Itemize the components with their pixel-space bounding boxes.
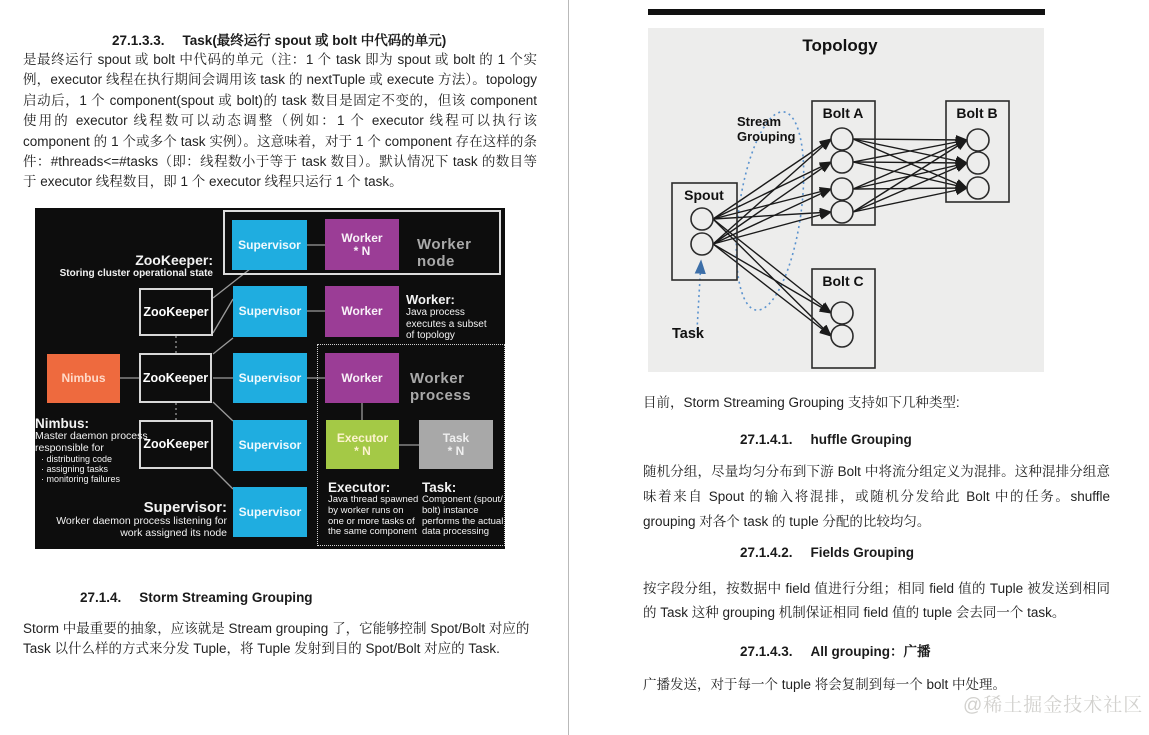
section-number: 27.1.4.1. (740, 432, 793, 447)
topology-title: Topology (802, 36, 878, 55)
storm-architecture-diagram (35, 208, 505, 549)
bolt-b-label: Bolt B (956, 105, 998, 121)
section-title: Task(最终运行 spout 或 bolt 中代码的单元) (182, 33, 447, 48)
nimbus-box: Nimbus (47, 354, 120, 403)
zookeeper-box-1: ZooKeeper (139, 288, 213, 336)
stream-grouping-label-line1: Stream (737, 114, 782, 129)
worker-node-label: Worker node (417, 236, 472, 270)
section-title: Fields Grouping (810, 545, 915, 560)
paragraph-all-grouping: 广播发送，对于每一个 tuple 将会复制到每一个 bolt 中处理。 (643, 677, 1007, 692)
paragraph-stream-grouping-intro: Storm 中最重要的抽象，应该就是 Stream grouping 了，它能够控制 Spot/Bolt 对应的 Task 以什么样的方式来分发 Tuple，将 Tuple 发射到目的 Spot/Bolt 对应的 Task. (23, 621, 530, 657)
paragraph-task-definition: 是最终运行 spout 或 bolt 中代码的单元（注：1 个 task 即为 spout 或 bolt 的 1 个实例，executor 线程在执行期间会调用该 task 的 nextTuple 或 execute 方法）。topology 启动后，1 个 component(spout 或 bolt)的 task 数目是固定不变的，但该 component 使用的 executor 线程数可以动态调整（例如：1 个 executor 线程可以执行该 component 的 1 个或多个 task 实例）。这意味着，对于 1 个 component 存在这样的条件：#threads<=#tasks（即：线程数小于等于 task 数目）。默认情况下 task 的数目等于 executor 线程数目，即 1 个 executor 线程只运行 1 个 task。 (23, 52, 537, 190)
supervisor-box-3: Supervisor (233, 353, 307, 403)
worker-process-label: Worker process (410, 370, 472, 404)
section-number: 27.1.4.3. (740, 644, 793, 659)
section-heading-27133 (112, 29, 446, 49)
section-title: All grouping：广播 (810, 644, 931, 659)
task-annotation: Task: Component (spout/ bolt) instance performs the actual data processing (422, 480, 504, 538)
grouping-types-intro: 目前，Storm Streaming Grouping 支持如下几种类型: (643, 395, 960, 410)
zookeeper-box-3: ZooKeeper (139, 420, 213, 469)
section-number: 27.1.4. (80, 590, 122, 605)
task-label: Task (672, 326, 704, 342)
executor-annotation: Executor: Java thread spawned by worker runs on one or more tasks of the same component (328, 480, 419, 538)
worker-box-3: Worker (325, 353, 399, 403)
paragraph-shuffle-grouping: 随机分组，尽量均匀分布到下游 Bolt 中将流分组定义为混排。这种混排分组意味着来自 Spout 的输入将混排，或随机分发给此 Bolt 中的任务。shuffle grouping 对各个 task 的 tuple 分配的比较均匀。 (643, 464, 1110, 529)
spout-label: Spout (684, 187, 724, 203)
bolt-a-label: Bolt A (822, 105, 864, 121)
section-number: 27.1.4.2. (740, 545, 793, 560)
zookeeper-box-2: ZooKeeper (139, 353, 212, 403)
supervisor-box-2: Supervisor (233, 286, 307, 337)
section-heading-27141 (740, 432, 912, 447)
supervisor-annotation: Supervisor: Worker daemon process listening for work assigned its node (56, 499, 227, 539)
worker-box-2: Worker (325, 286, 399, 337)
section-heading-2714 (80, 590, 313, 605)
supervisor-box-5: Supervisor (233, 487, 307, 537)
topology-diagram (648, 28, 1044, 372)
topology-svg (648, 28, 1044, 372)
task-pointer-arrow (697, 261, 701, 330)
supervisor-box-4: Supervisor (233, 420, 307, 471)
supervisor-box-1: Supervisor (232, 220, 307, 270)
zookeeper-annotation: ZooKeeper: Storing cluster operational state (59, 252, 213, 279)
section-heading-27142 (740, 545, 914, 560)
task-box: Task * N (419, 420, 493, 469)
worker-n-box: Worker * N (325, 219, 399, 270)
section-number: 27.1.3.3. (112, 33, 165, 48)
page-divider (568, 0, 569, 735)
section-heading-27143 (740, 640, 931, 660)
section-title: Storm Streaming Grouping (139, 590, 313, 605)
topology-diagram-top-bar (648, 9, 1045, 15)
worker-annotation: Worker: Java process executes a subset of topology (406, 292, 487, 341)
paragraph-fields-grouping: 按字段分组，按数据中 field 值进行分组；相同 field 值的 Tuple 被发送到相同的 Task 这种 grouping 机制保证相同 field 值的 tuple 会去同一个 task。 (643, 581, 1110, 620)
section-title: huffle Grouping (810, 432, 912, 447)
juejin-watermark: @稀土掘金技术社区 (963, 695, 1144, 716)
bolt-c-label: Bolt C (822, 273, 864, 289)
executor-box: Executor * N (326, 420, 399, 469)
nimbus-annotation: Nimbus: Master daemon process responsible for · distributing code · assigning tasks · monitoring failures (35, 416, 148, 484)
stream-grouping-label-line2: Grouping (737, 129, 796, 144)
